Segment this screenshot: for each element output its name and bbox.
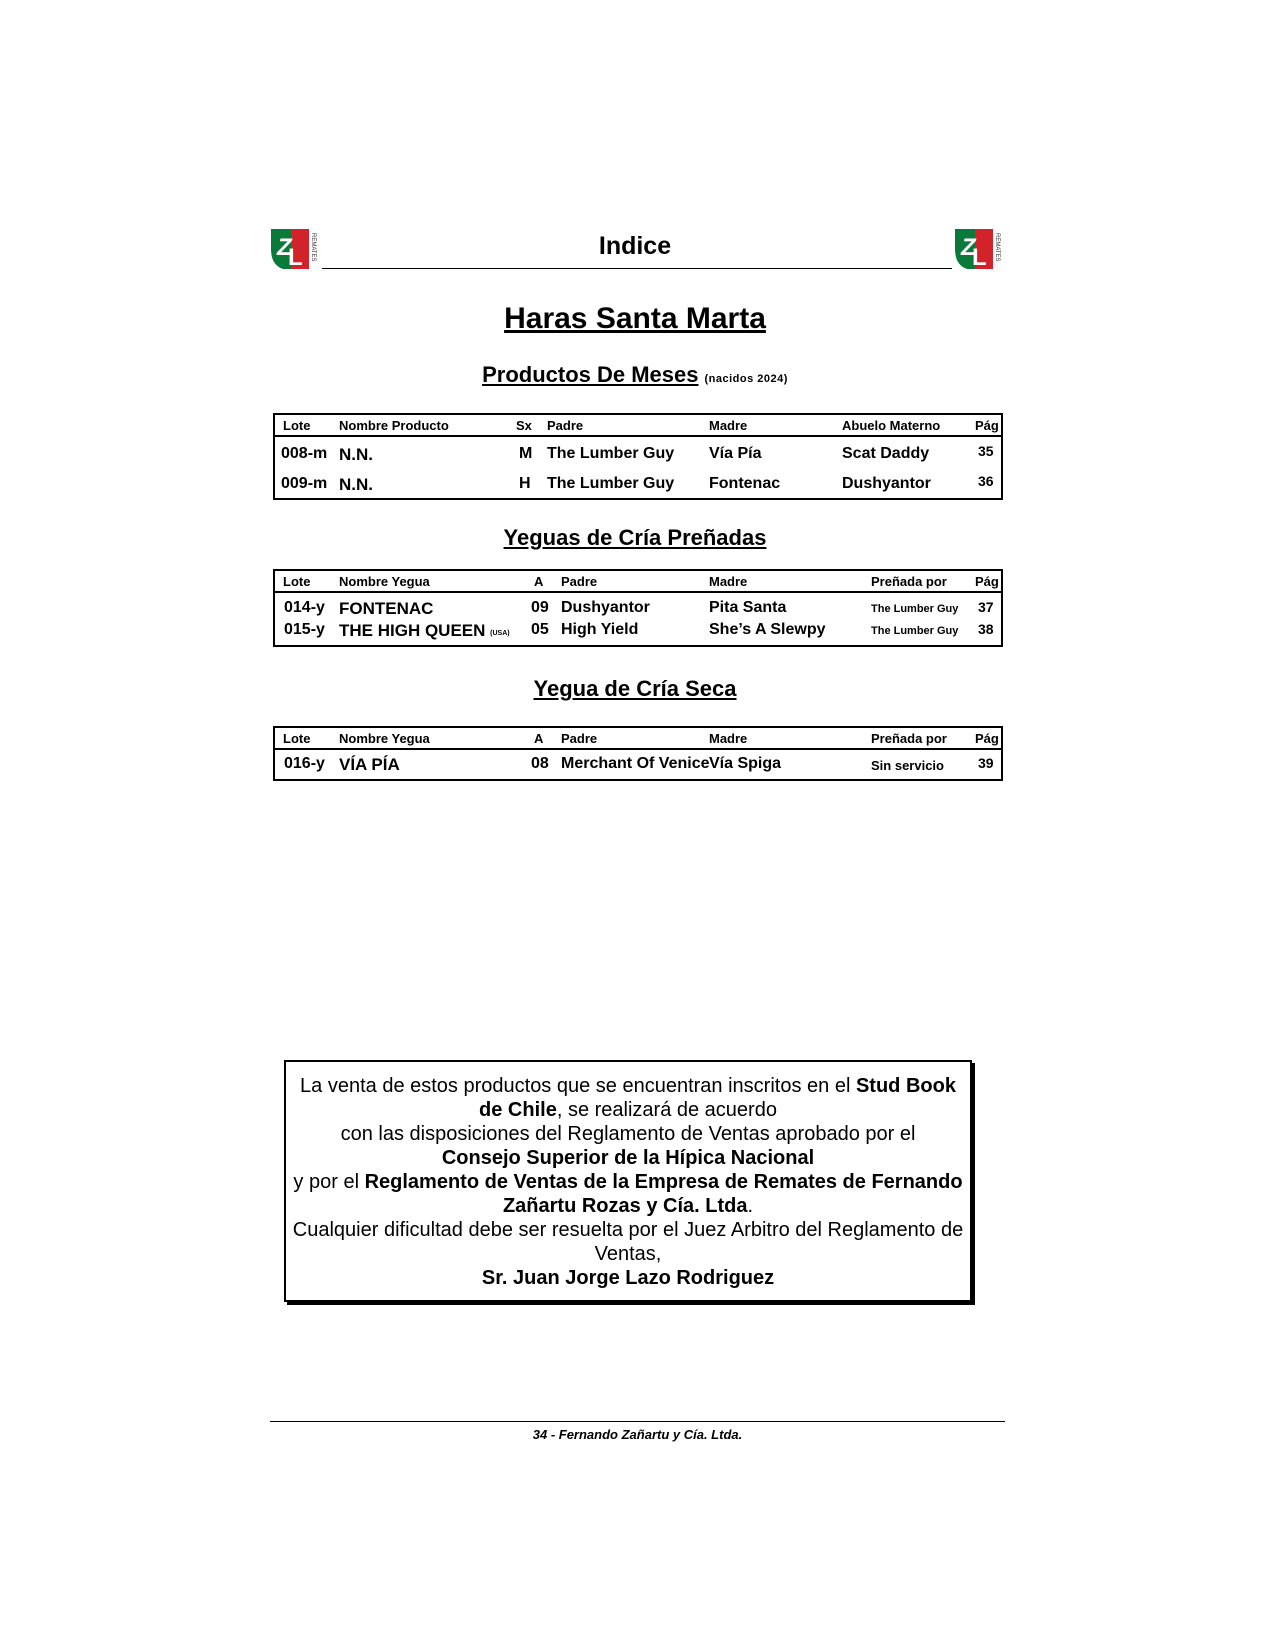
cell-nombre: FONTENAC — [339, 599, 434, 618]
horse-name: THE HIGH QUEEN — [339, 621, 486, 640]
cell-pag: 35 — [978, 443, 994, 459]
col-a: A — [534, 574, 544, 589]
cell-lote: 009-m — [281, 475, 328, 492]
section-title-seca: Yegua de Cría Seca — [533, 676, 737, 701]
col-madre: Madre — [709, 574, 748, 589]
notice-bold: Stud Book de Chile — [479, 1075, 956, 1121]
cell-padre: Dushyantor — [561, 599, 650, 616]
col-nombre: Nombre Producto — [339, 418, 449, 433]
cell-lote: 015-y — [284, 621, 325, 638]
cell-lote: 016-y — [284, 755, 325, 772]
notice-text: y por el — [293, 1171, 365, 1193]
haras-title: Haras Santa Marta — [504, 302, 766, 335]
col-pag: Pág — [975, 574, 999, 589]
section-note: (nacidos 2024) — [704, 373, 788, 385]
cell-nombre — [339, 621, 510, 641]
section-title-text: Productos De Meses — [482, 362, 699, 387]
col-madre: Madre — [709, 418, 748, 433]
notice-bold: Reglamento de Ventas de la Empresa de Remates de Fernando Zañartu Rozas y Cía. Ltda — [364, 1171, 963, 1217]
svg-text:L: L — [288, 244, 303, 271]
notice-text: , se realizará de acuerdo — [556, 1099, 777, 1121]
table-productos — [273, 413, 1003, 500]
cell-pag: 36 — [978, 473, 994, 489]
cell-prenada: The Lumber Guy — [871, 625, 959, 637]
notice-text: La venta de estos productos que se encuentran inscritos en el — [300, 1075, 856, 1097]
sale-notice-box — [284, 1060, 972, 1302]
col-lote: Lote — [283, 418, 311, 433]
cell-sx: H — [519, 475, 531, 492]
cell-prenada: Sin servicio — [871, 758, 944, 773]
cell-a: 09 — [531, 599, 549, 616]
cell-madre: Fontenac — [709, 475, 781, 492]
col-nombre: Nombre Yegua — [339, 574, 430, 589]
cell-abuelo: Dushyantor — [842, 475, 931, 492]
cell-prenada: The Lumber Guy — [871, 603, 959, 615]
col-lote: Lote — [283, 574, 311, 589]
table-row — [275, 621, 1001, 643]
cell-pag: 37 — [978, 599, 994, 615]
col-prenada: Preñada por — [871, 731, 947, 746]
cell-padre: The Lumber Guy — [547, 445, 675, 462]
col-nombre: Nombre Yegua — [339, 731, 430, 746]
cell-padre: The Lumber Guy — [547, 475, 675, 492]
col-pag: Pág — [975, 418, 999, 433]
col-padre: Padre — [547, 418, 584, 433]
col-padre: Padre — [561, 731, 598, 746]
table-row — [275, 437, 1001, 468]
table-seca — [273, 726, 1003, 781]
cell-madre: Pita Santa — [709, 599, 787, 616]
cell-pag: 38 — [978, 621, 994, 637]
col-lote: Lote — [283, 731, 311, 746]
company-logo-right — [953, 225, 1005, 273]
col-madre: Madre — [709, 731, 748, 746]
table-header — [275, 415, 1001, 437]
svg-text:REMATES: REMATES — [994, 233, 1000, 262]
cell-nombre: N.N. — [339, 475, 373, 494]
svg-text:REMATES: REMATES — [310, 233, 316, 262]
col-a: A — [534, 731, 544, 746]
svg-text:L: L — [972, 244, 987, 271]
table-header — [275, 728, 1001, 750]
table-row — [275, 468, 1001, 499]
notice-text: . — [747, 1195, 754, 1217]
cell-madre: Vía Spiga — [709, 755, 782, 772]
col-prenada: Preñada por — [871, 574, 947, 589]
col-pag: Pág — [975, 731, 999, 746]
table-row — [275, 599, 1001, 621]
col-sx: Sx — [516, 418, 532, 433]
cell-padre: High Yield — [561, 621, 639, 638]
cell-nombre: VÍA PÍA — [339, 755, 400, 774]
section-title-prenadas: Yeguas de Cría Preñadas — [503, 525, 767, 550]
notice-bold: Sr. Juan Jorge Lazo Rodriguez — [481, 1267, 775, 1289]
table-header — [275, 571, 1001, 593]
svg-text:Z: Z — [961, 234, 976, 261]
cell-madre: She’s A Slewpy — [709, 621, 826, 638]
table-row — [275, 750, 1001, 778]
cell-lote: 014-y — [284, 599, 325, 616]
country-suffix: (USA) — [490, 630, 510, 637]
cell-padre: Merchant Of Venice — [561, 755, 710, 772]
header-rule — [322, 268, 952, 269]
cell-abuelo: Scat Daddy — [842, 445, 930, 462]
notice-text: con las disposiciones del Reglamento de Ventas aprobado por el — [340, 1123, 916, 1145]
notice-bold: Consejo Superior de la Hípica Nacional — [441, 1147, 815, 1169]
cell-a: 05 — [531, 621, 549, 638]
col-padre: Padre — [561, 574, 598, 589]
company-logo-left — [269, 225, 321, 273]
notice-text: Cualquier dificultad debe ser resuelta por el Juez Arbitro del Reglamento de Ventas, — [292, 1219, 964, 1265]
table-prenadas — [273, 569, 1003, 647]
cell-a: 08 — [531, 755, 549, 772]
page-footer: 34 - Fernando Zañartu y Cía. Ltda. — [532, 1427, 743, 1442]
cell-lote: 008-m — [281, 445, 328, 462]
cell-nombre: N.N. — [339, 445, 373, 464]
cell-pag: 39 — [978, 755, 994, 771]
svg-text:Z: Z — [277, 234, 292, 261]
cell-sx: M — [519, 445, 533, 462]
section-title-productos — [270, 362, 1000, 388]
col-abuelo: Abuelo Materno — [842, 418, 941, 433]
footer-rule — [270, 1421, 1005, 1422]
page-header-title: Indice — [598, 232, 672, 260]
cell-madre: Vía Pía — [709, 445, 762, 462]
